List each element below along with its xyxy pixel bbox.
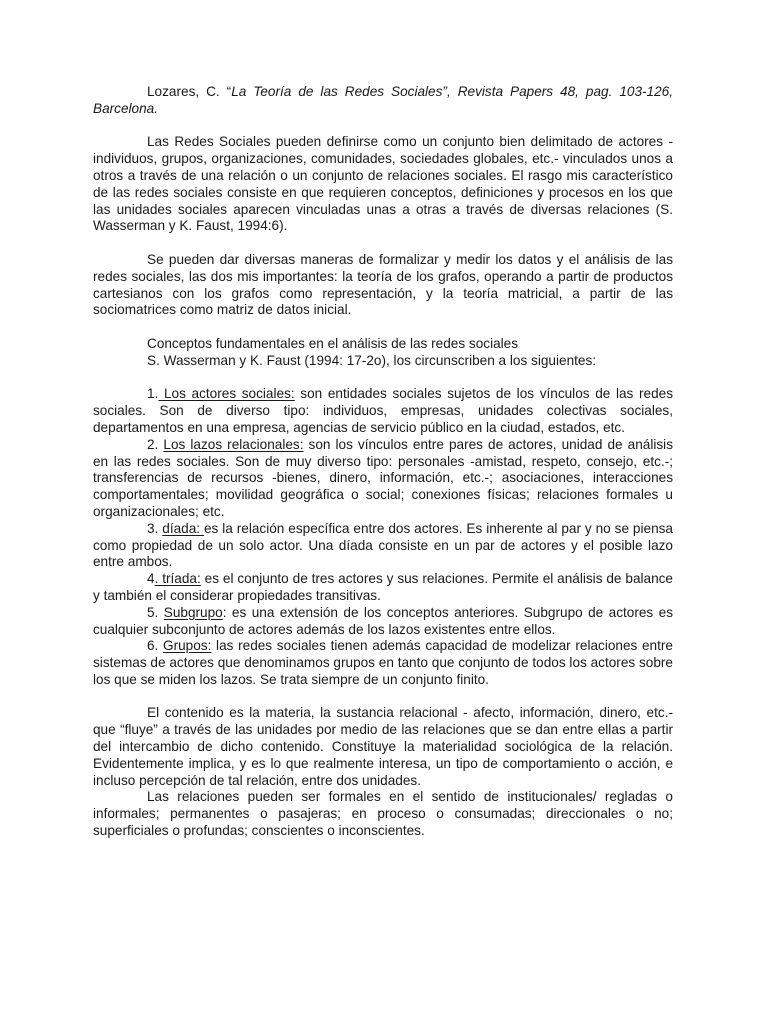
- concept-number: 6.: [147, 638, 164, 654]
- concept-term: . tríada:: [154, 571, 201, 587]
- concept-text: : es una extensión de los conceptos anteriores. Subgrupo de actores es cualquier subconjunto de actores además de los lazos existentes entre ellos.: [93, 604, 673, 637]
- content-paragraph-1: El contenido es la materia, la sustancia relacional - afecto, información, dinero, etc.- que “fluye” a través de las unidades por medio de las relaciones que se dan entre ellas a partir del intercambio de dicho contenido. Constituye la materialidad sociológica de la relación. Evidentemente implica, y es lo que realmente interesa, un tipo de comportamiento o acción, e incluso percepción de tal relación, entre dos unidades.: [93, 705, 673, 788]
- concepts-heading: Conceptos fundamentales en el análisis de las redes sociales: [147, 335, 519, 351]
- concept-item: [93, 638, 673, 688]
- concept-text: son entidades sociales sujetos de los vínculos de las redes sociales. Son de diverso tipo: individuos, empresas, unidades colectivas sociales, departamentos en una empresa, agencias de servicio público en la ciudad, estados, etc.: [93, 386, 673, 435]
- concept-text: las redes sociales tienen además capacidad de modelizar relaciones entre sistemas de actores que denominamos grupos en tanto que conjunto de todos los actores sobre los que se miden los lazos. Se trata siempre de un conjunto finito.: [93, 638, 673, 687]
- concept-term: Subgrupo: [163, 604, 223, 620]
- concepts-source: S. Wasserman y K. Faust (1994: 17-2o), los circunscriben a los siguientes:: [147, 352, 597, 368]
- concept-term: díada:: [162, 520, 204, 536]
- citation-suffix: ”, Revista Papers 48, pag. 103-126, Barcelona.: [93, 84, 674, 116]
- concept-text: es la relación específica entre dos actores. Es inherente al par y no se piensa como propiedad de un solo actor. Una díada consiste en un par de actores y el posible lazo entre ambos.: [93, 520, 673, 570]
- concept-term: Los actores sociales:: [158, 386, 295, 402]
- intro-paragraph-1: Las Redes Sociales pueden definirse como un conjunto bien delimitado de actores -individuos, grupos, organizaciones, comunidades, sociedades globales, etc.- vinculados unos a otros a través de una relación o un conjunto de relaciones sociales. El rasgo mis característico de las redes sociales consiste en que requieren conceptos, definiciones y procesos en los que las unidades sociales aparecen vinculadas unas a otras a través de diversas relaciones (S. Wasserman y K. Faust, 1994:6).: [93, 134, 673, 234]
- citation-title: La Teoría de las Redes Sociales: [231, 84, 443, 99]
- concept-number: 5.: [147, 604, 164, 620]
- spacer: [93, 319, 673, 336]
- concept-number: 2.: [147, 436, 164, 452]
- spacer: [93, 118, 673, 135]
- concept-term: Grupos:: [163, 638, 212, 654]
- concept-item: [93, 571, 673, 605]
- concept-number: 1.: [147, 386, 159, 402]
- concept-item: [93, 521, 673, 571]
- citation-prefix: Lozares, C. “: [147, 84, 232, 99]
- concept-item: [93, 437, 673, 521]
- spacer: [93, 370, 673, 387]
- concept-item: [93, 386, 673, 436]
- concept-item: [93, 605, 673, 639]
- intro-paragraph-2: Se pueden dar diversas maneras de formalizar y medir los datos y el análisis de las redes sociales, las dos mis importantes: la teoría de los grafos, operando a partir de productos cartesianos con los grafos como representación, y la teoría matricial, a partir de las sociomatrices como matriz de datos inicial.: [93, 251, 673, 318]
- concept-term: Los lazos relacionales:: [163, 436, 304, 452]
- spacer: [93, 689, 673, 706]
- concept-number: 4: [147, 571, 155, 587]
- citation: [93, 84, 673, 118]
- concept-text: son los vínculos entre pares de actores, unidad de análisis en las redes sociales. Son de muy diverso tipo: personales -amistad, respeto, consejo, etc.-; transferencias de recursos -bienes, dinero, información, etc.-; asociaciones, interacciones comportamentales; movilidad geográfica o social; conexiones físicas; relaciones formales u organizacionales; etc.: [93, 436, 673, 519]
- concept-number: 3.: [147, 520, 163, 536]
- document-page: [93, 84, 673, 840]
- concept-text: es el conjunto de tres actores y sus relaciones. Permite el análisis de balance y también el considerar propiedades transitivas.: [93, 571, 673, 603]
- spacer: [93, 235, 673, 252]
- content-paragraph-2: Las relaciones pueden ser formales en el sentido de institucionales/ regladas o informales; permanentes o pasajeras; en proceso o consumadas; direccionales o no; superficiales o profundas; conscientes o inconscientes.: [93, 789, 673, 839]
